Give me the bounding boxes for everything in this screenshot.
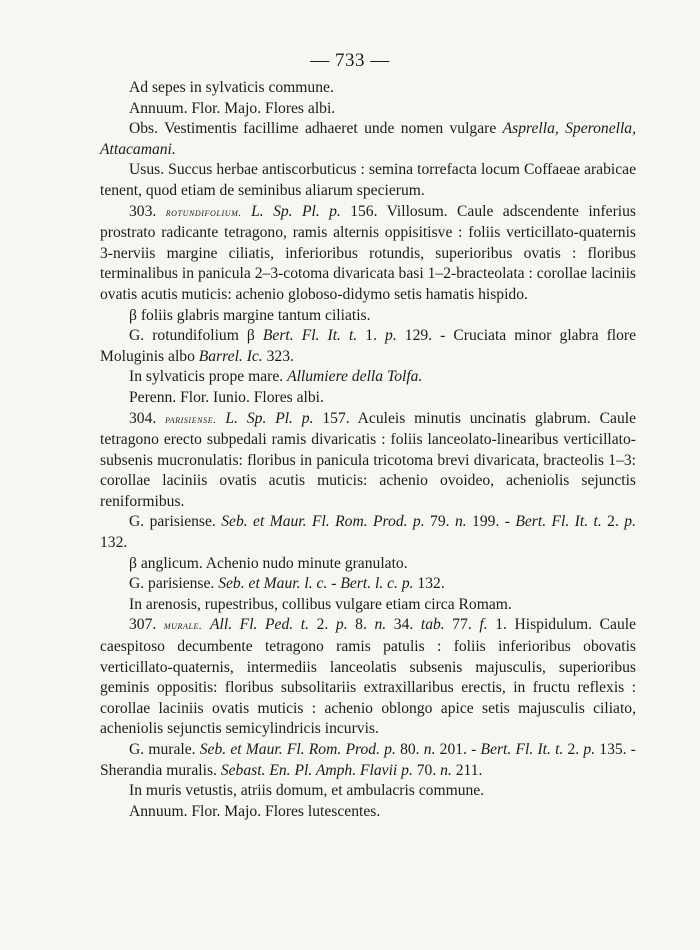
text-run: Seb. et Maur. l. c. - Bert. l. c. p.: [218, 575, 414, 593]
paragraph: [100, 388, 636, 409]
text-run: 34.: [386, 616, 421, 634]
text-run: In arenosis, rupestribus, collibus vulgare etiam circa Romam.: [129, 595, 512, 613]
text-run: 304.: [129, 409, 166, 427]
paragraph: [100, 119, 636, 160]
text-run: β foliis glabris margine tantum ciliatis.: [129, 306, 371, 324]
text-run: Annuum. Flor. Majo. Flores lutescentes.: [129, 802, 381, 820]
text-run: p.: [385, 327, 397, 345]
text-run: Ad sepes in sylvaticis commune.: [129, 79, 334, 96]
text-run: Perenn. Flor. Iunio. Flores albi.: [129, 388, 324, 406]
text-run: 132.: [413, 575, 445, 593]
text-run: 199. -: [466, 513, 516, 531]
text-run: Annuum. Flor. Majo. Flores albi.: [129, 99, 336, 117]
text-run: p.: [624, 513, 636, 531]
text-run: All. Fl. Ped. t.: [210, 616, 309, 634]
text-run: Bert. Fl. It. t.: [262, 327, 358, 345]
text-run: n.: [423, 741, 436, 758]
paragraph: [100, 78, 636, 99]
text-run: parisiense.: [165, 413, 217, 426]
text-run: murale.: [163, 620, 203, 633]
text-run: Barrel. Ic.: [198, 347, 263, 365]
paragraph: [100, 574, 636, 595]
text-run: Bert. Fl. It. t.: [515, 513, 602, 531]
text-run: In sylvaticis prope mare.: [129, 368, 288, 386]
paragraph: [100, 595, 636, 616]
text-run: 2.: [601, 513, 625, 531]
text-run: tab.: [420, 616, 445, 634]
text-run: Obs. Vestimentis facillime adhaeret unde nomen vulgare: [129, 120, 503, 138]
text-run: n.: [440, 761, 452, 779]
text-run: G. murale.: [129, 741, 200, 758]
text-run: 8.: [347, 616, 375, 634]
paragraph: [100, 615, 636, 740]
text-run: 80.: [395, 741, 424, 758]
text-run: 70.: [412, 761, 441, 779]
paragraph: [100, 326, 636, 367]
paragraph: [100, 512, 636, 553]
text-run: In muris vetustis, atriis domum, et ambulacris commune.: [129, 782, 485, 800]
text-run: L. Sp. Pl. p.: [251, 202, 341, 220]
text-run: 303.: [129, 202, 166, 220]
text-run: p.: [335, 616, 348, 634]
text-run: 1.: [357, 327, 386, 345]
text-run: 211.: [451, 761, 483, 779]
paragraph: [100, 740, 636, 781]
text-run: β anglicum. Achenio nudo minute granulato.: [129, 554, 408, 572]
paragraph: [100, 367, 636, 388]
text-run: 1. Hispidulum. Caule caespitoso decumbente tetragono ramis patulis : foliis inferioribus obovatis verticillato-quaternis, intermediis lanceolatis subsenis majusculis, superioribus geminis oppositis: floribus subsolitariis extraxillaribus erectis, in fructu reflexis : corollae laciniis ovatis muticis : achenio oblongo apice setis majusculis ciliato, acheniolis sejunctis semicylindricis incurvis.: [100, 616, 637, 738]
text-run: n.: [454, 513, 467, 531]
paragraph: [100, 99, 636, 120]
body-text: [100, 78, 637, 822]
text-run: 129. - Cruciata minor glabra flore Moluginis albo: [100, 327, 637, 365]
text-run: G. rotundifolium β: [129, 327, 263, 345]
paragraph: [100, 409, 636, 513]
text-run: Seb. et Maur. Fl. Rom. Prod. p.: [221, 513, 425, 531]
text-run: G. parisiense.: [129, 575, 219, 593]
text-run: 2.: [563, 741, 584, 758]
text-run: L. Sp. Pl. p.: [225, 409, 314, 427]
text-run: n.: [374, 616, 387, 634]
text-run: 77.: [444, 616, 480, 634]
paragraph: [100, 802, 636, 823]
text-run: Seb. et Maur. Fl. Rom. Prod. p.: [199, 741, 396, 758]
paragraph: [100, 160, 636, 201]
text-run: 79.: [424, 513, 455, 531]
text-run: 323.: [262, 347, 294, 365]
text-run: rotundifolium.: [165, 206, 242, 219]
text-run: [242, 203, 251, 220]
text-run: Sebast. En. Pl. Amph. Flavii p.: [220, 761, 413, 779]
text-run: 2.: [309, 616, 336, 634]
text-run: [202, 616, 210, 633]
paragraph: [100, 306, 636, 327]
text-run: p.: [583, 741, 596, 758]
text-run: 156. Villosum. Caule adscendente inferius prostrato radicante tetragono, ramis alternis oppisitisve : foliis verticillato-quaternis 3-nerviis margine ciliatis, inferioribus rotundis, superioribus ovatis : floribus terminalibus in panicula 2–3-cotoma divaricata basi 1–2-bracteolata : corollae laciniis ovatis acutis muticis: achenio globoso-didymo setis hamatis hispido.: [100, 202, 636, 303]
text-run: 157. Aculeis minutis uncinatis glabrum. Caule tetragono erecto subpedali ramis divaricatis : foliis lanceolato-linearibus verticillato-subsenis mucronulatis: floribus in panicula tricotoma brevi divaricata, bracteolis 1–3: corollae laciniis ovatis acutis muticis: achenio ovoideo, acheniolis sejunctis reniformibus.: [100, 409, 636, 510]
text-run: 307.: [129, 616, 164, 634]
text-run: Allumiere della Tolfa.: [287, 368, 423, 386]
text-run: 201. -: [435, 741, 481, 758]
text-run: G. parisiense.: [129, 513, 222, 531]
text-run: 132.: [100, 534, 128, 552]
page-number: — 733 —: [310, 50, 390, 71]
text-run: Usus. Succus herbae antiscorbuticus : semina torrefacta locum Coffaeae arabicae tenent, quod etiam de seminibus aliarum specierum.: [100, 161, 636, 199]
text-run: f.: [479, 616, 488, 634]
text-run: 135. - Sherandia muralis.: [100, 741, 636, 779]
paragraph: [100, 554, 636, 575]
paragraph: [100, 781, 636, 802]
text-run: Bert. Fl. It. t.: [480, 741, 564, 758]
paragraph: [100, 202, 636, 306]
text-run: Asprella, Speronella, Attacamani.: [100, 120, 636, 158]
